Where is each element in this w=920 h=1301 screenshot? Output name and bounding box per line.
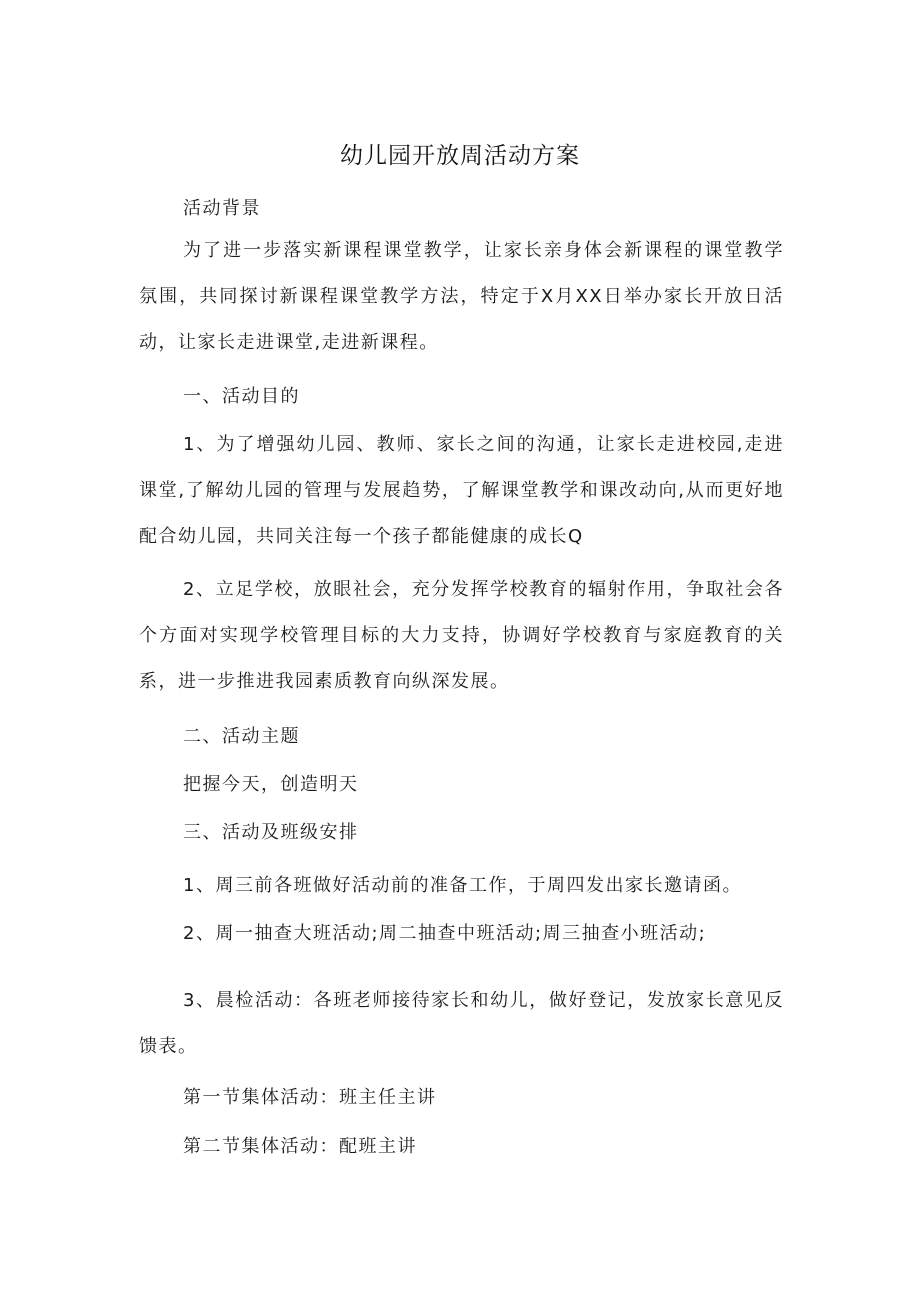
- paragraph-schedule-3: 3、晨检活动：各班老师接待家长和幼儿，做好登记，发放家长意见反馈表。: [139, 990, 784, 1057]
- paragraph-background: 为了进一步落实新课程课堂教学，让家长亲身体会新课程的课堂教学氛围，共同探讨新课程课堂教学方法，特定于X月XX日举办家长开放日活动，让家长走进课堂,走进新课程。: [139, 240, 784, 353]
- paragraph-second-session: 第二节集体活动：配班主讲: [183, 1136, 417, 1157]
- section-heading-purpose: 一、活动目的: [183, 386, 300, 407]
- section-heading-theme: 二、活动主题: [183, 726, 300, 747]
- paragraph-theme: 把握今天，创造明天: [183, 774, 359, 795]
- paragraph-purpose-1: 1、为了增强幼儿园、教师、家长之间的沟通，让家长走进校园,走进课堂,了解幼儿园的管理与发展趋势，了解课堂教学和课改动向,从而更好地配合幼儿园，共同关注每一个孩子都能健康的成长Q: [139, 434, 784, 547]
- paragraph-schedule-1: 1、周三前各班做好活动前的准备工作，于周四发出家长邀请函。: [183, 875, 742, 896]
- document-title: 幼儿园开放周活动方案: [340, 143, 580, 169]
- section-heading-background: 活动背景: [183, 198, 261, 219]
- section-heading-schedule: 三、活动及班级安排: [183, 822, 359, 843]
- paragraph-schedule-2: 2、周一抽查大班活动;周二抽查中班活动;周三抽查小班活动;: [183, 923, 707, 944]
- paragraph-first-session: 第一节集体活动：班主任主讲: [183, 1087, 437, 1108]
- paragraph-purpose-2: 2、立足学校，放眼社会，充分发挥学校教育的辐射作用，争取社会各个方面对实现学校管理目标的大力支持，协调好学校教育与家庭教育的关系，进一步推进我园素质教育向纵深发展。: [139, 579, 784, 692]
